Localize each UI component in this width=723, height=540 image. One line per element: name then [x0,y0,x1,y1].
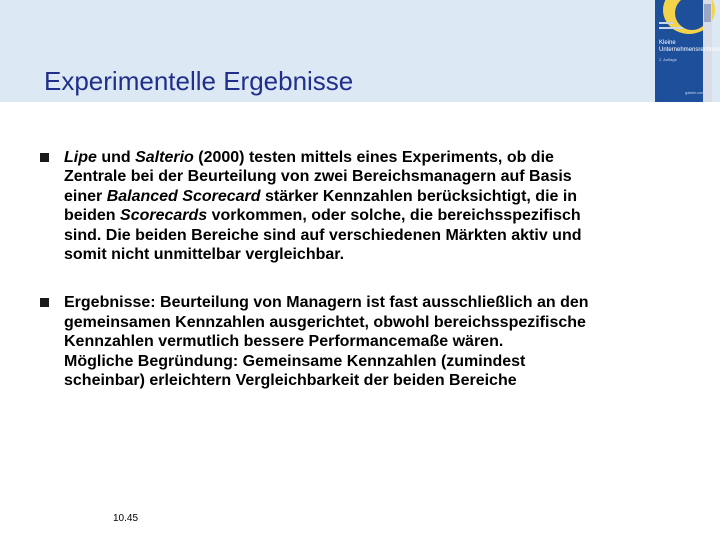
text-segment: stärker Kennzahlen berücksichtigt, die in [260,187,578,205]
bullet-square-icon [40,153,49,162]
bullet-text-line [64,226,670,245]
emphasized-text: Lipe [64,149,97,166]
text-segment: Kennzahlen vermutlich bessere Performancemaße wären. [64,333,504,351]
text-segment: scheinbar) erleichtern Vergleichbarkeit der beiden Bereiche [64,372,517,390]
text-segment: gemeinsamen Kennzahlen ausgerichtet, obwohl bereichsspezifische [64,313,586,331]
book-cover-series-label [704,4,711,22]
text-segment: Zentrale bei der Beurteilung von zwei Bereichsmanagern auf Basis [64,168,572,186]
emphasized-text: Balanced Scorecard [106,187,261,205]
bullet-text-line [64,293,670,312]
book-cover-title-line: Unternehmensrechnung [659,47,723,53]
book-cover-title [659,40,723,54]
bullet-list [40,148,670,390]
text-segment: beiden [64,207,121,225]
bullet-text-line [64,206,670,225]
text-segment: vorkommen, oder solche, die bereichsspezifisch [207,207,581,225]
emphasized-text: Scorecards [120,207,208,225]
bullet-text-line [64,167,670,186]
text-segment: (2000) testen mittels eines Experiments, ob die [193,149,554,166]
text-segment: Ergebnisse: Beurteilung von Managern ist fast ausschließlich an den [64,294,589,312]
bullet-item [40,293,670,390]
text-segment: somit nicht unmittelbar vergleichbar. [64,246,345,264]
bullet-text-line [64,332,670,351]
page-number: 10.45 [113,513,139,524]
bullet-item [40,148,670,264]
book-cover-author-line [659,27,683,29]
text-segment: einer [64,187,107,205]
bullet-text-line [64,148,670,167]
bullet-text-line [64,313,670,332]
text-segment: und [96,149,136,166]
slide-title: Experimentelle Ergebnisse [44,66,354,96]
book-cover-image [655,0,723,102]
book-cover-author-line [659,22,673,24]
book-cover-edition: 2. Auflage [659,57,677,62]
book-cover-publisher: gabler.com [685,90,705,95]
book-cover-title-line: Kleine [659,40,676,46]
bullet-text-line [64,245,670,264]
bullet-square-icon [40,298,49,307]
text-segment: Mögliche Begründung: Gemeinsame Kennzahlen (zumindest [64,352,526,370]
bullet-text-line [64,371,670,390]
emphasized-text: Salterio [135,149,194,166]
bullet-text-line [64,187,670,206]
text-segment: sind. Die beiden Bereiche sind auf verschiedenen Märkten aktiv und [64,226,582,244]
bullet-text-line [64,352,670,371]
